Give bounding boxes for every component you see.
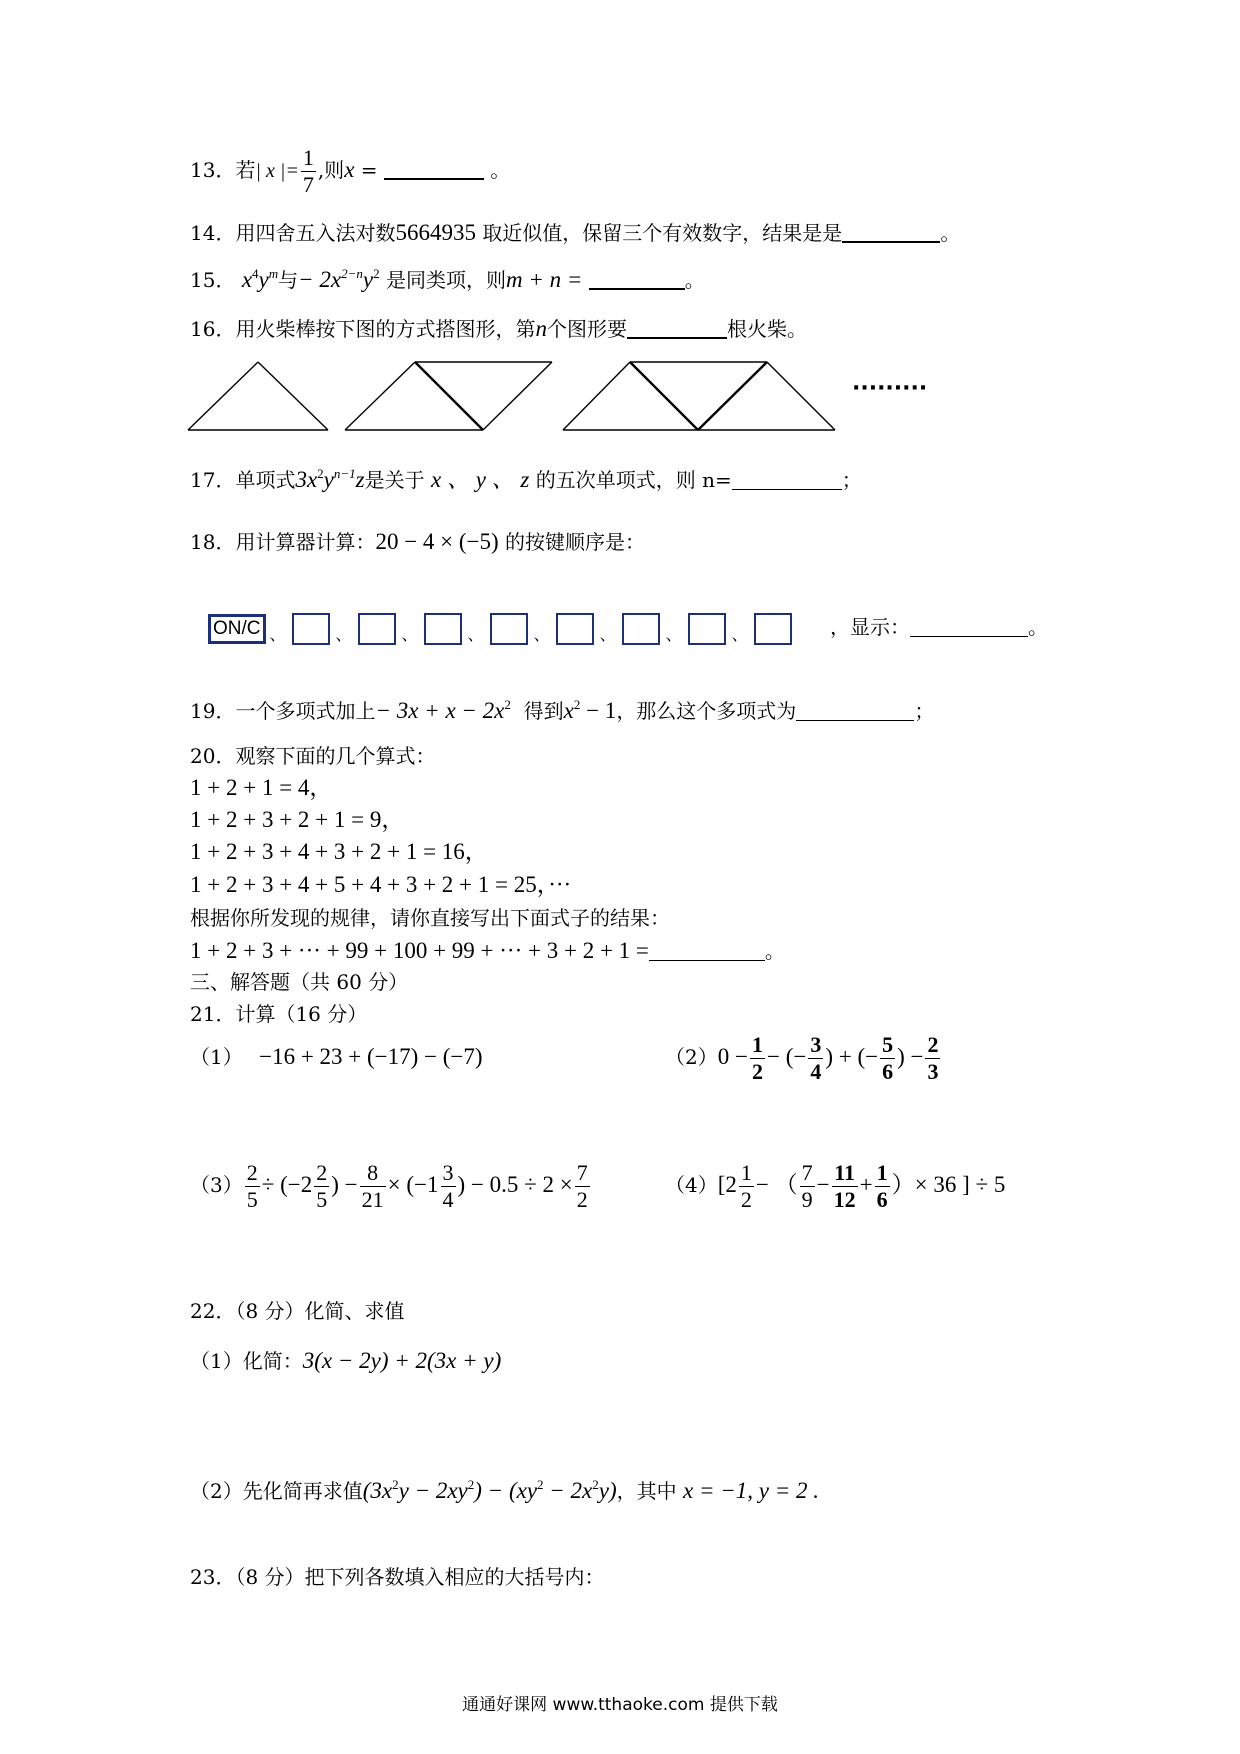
- q19-text3: ，那么这个多项式为: [616, 699, 797, 723]
- q21-p4-d: +: [859, 1172, 873, 1197]
- q18-end: 。: [1027, 615, 1048, 639]
- q21-p3-c: × (−1: [387, 1172, 439, 1197]
- q21-p4-label: （4）: [665, 1173, 718, 1197]
- q16-text3: 根火柴。: [726, 317, 807, 341]
- on-c-key: ON/C: [208, 614, 266, 644]
- frac-den: 2: [576, 1187, 588, 1212]
- frac-num: 2: [316, 1160, 328, 1185]
- q21-p1-label: （1）: [190, 1045, 243, 1069]
- frac-den: 12: [833, 1187, 856, 1212]
- key-sep: 、: [335, 625, 352, 644]
- q22-p1-label: （1）化简：: [190, 1349, 303, 1373]
- q17-text2: 是关于: [364, 468, 425, 492]
- frac-num: 3: [810, 1032, 822, 1057]
- key-box-4[interactable]: [490, 613, 528, 645]
- q21-p2-frac3: [880, 1034, 895, 1083]
- frac-num: 2: [927, 1032, 939, 1057]
- q13-end: 。: [483, 158, 511, 182]
- q15-term4: y: [362, 267, 374, 292]
- question-21-title: 21．计算（16 分）: [190, 1002, 368, 1026]
- frac-num: 1: [740, 1160, 752, 1185]
- q21-p2-a: 0 −: [717, 1044, 748, 1069]
- q18-text2: 的按键顺序是：: [505, 530, 646, 554]
- q21-p2-d: ) −: [897, 1044, 924, 1069]
- q21-p2-b: − (−: [766, 1044, 807, 1069]
- q21-p3-label: （3）: [190, 1173, 243, 1197]
- q22-p2-e2: 2: [467, 1477, 475, 1492]
- q20-final: [190, 937, 785, 965]
- figure-2: [345, 362, 552, 430]
- q21-p3-a: ÷ (−2: [261, 1172, 313, 1197]
- q21-p3-frac3: [360, 1162, 386, 1211]
- q17-text: 17．单项式: [190, 468, 296, 492]
- question-19: [190, 697, 934, 725]
- q17-mono-exp1: 2: [317, 466, 324, 481]
- q20-rule: 根据你所发现的规律，请你直接写出下面式子的结果：: [190, 906, 670, 930]
- frac-den: 2: [740, 1187, 752, 1212]
- q16-text: 16．用火柴棒按下图的方式搭图形，第: [190, 317, 536, 341]
- question-15: [190, 266, 705, 294]
- q20-line-2: 1 + 2 + 3 + 2 + 1 = 9，: [190, 807, 405, 832]
- q21-p2-c: ) + (−: [825, 1044, 879, 1069]
- key-box-8[interactable]: [754, 613, 792, 645]
- q15-term2: y: [258, 267, 269, 292]
- q21-p4-a: [2: [717, 1172, 737, 1197]
- q21-p1-expr: −16 + 23 + (−17) − (−7): [259, 1044, 483, 1069]
- frac-den: 4: [810, 1059, 822, 1084]
- q17-text3: 的五次单项式，则 n=: [535, 468, 732, 492]
- question-14: [190, 219, 960, 247]
- q22-p2-c: ) − (xy: [474, 1478, 538, 1503]
- q22-part-1: [190, 1347, 501, 1375]
- q13-abs-expr: | x |=: [255, 160, 299, 182]
- q18-expr: 20 − 4 × (−5): [375, 529, 499, 554]
- q15-answer-blank[interactable]: [589, 268, 685, 290]
- q21-p2-frac2: [808, 1034, 823, 1083]
- q21-p4-frac4: [875, 1162, 890, 1211]
- q21-p3-d: ) − 0.5 ÷ 2 ×: [457, 1172, 573, 1197]
- q13-frac-den: 7: [302, 172, 314, 197]
- q13-frac-num: 1: [302, 145, 314, 170]
- q19-expr2: x: [563, 698, 574, 723]
- q22-p2-e1: 2: [392, 1477, 399, 1492]
- frac-num: 3: [442, 1160, 454, 1185]
- frac-num: 5: [882, 1032, 894, 1057]
- q22-p2-d: − 2x: [543, 1478, 593, 1503]
- key-box-2[interactable]: [358, 613, 396, 645]
- q17-mono: 3x: [295, 467, 318, 492]
- q14-number: 5664935: [395, 220, 476, 245]
- q21-p2-frac1: [750, 1034, 765, 1083]
- q14-text: 14．用四舍五入法对数: [190, 221, 396, 245]
- key-sep: 、: [533, 625, 550, 644]
- q14-text2: 取近似值，保留三个有效数字，结果是是: [482, 221, 843, 245]
- question-22-title: 22．（8 分）化简、求值: [190, 1299, 405, 1323]
- q22-p2-cond-text: ，其中: [616, 1479, 677, 1503]
- q18-key-sequence: [208, 610, 1048, 652]
- q13-text: 若: [235, 158, 256, 182]
- q15-term1: x: [241, 267, 253, 292]
- q13-eq: =: [354, 158, 384, 182]
- q22-p2-e3: 2: [537, 1477, 544, 1492]
- q21-p4-frac1: [739, 1162, 754, 1211]
- frac-num: 1: [751, 1032, 763, 1057]
- q20-answer-blank[interactable]: [649, 940, 765, 961]
- q21-p3-b: ) −: [331, 1172, 358, 1197]
- q21-p2-frac4: [925, 1034, 940, 1083]
- q19-expr2b: − 1: [580, 698, 617, 723]
- q22-p2-f: y): [598, 1478, 617, 1503]
- q22-p2-label: （2）先化简再求值: [190, 1479, 363, 1503]
- q18-text: 18．用计算器计算：: [190, 530, 376, 554]
- figure-1: [188, 362, 328, 430]
- q17-end: ；: [841, 468, 862, 492]
- q13-answer-blank[interactable]: [384, 158, 484, 180]
- question-16: [190, 315, 807, 343]
- q15-number: 15．: [190, 268, 236, 292]
- q21-p4-frac2: [800, 1162, 815, 1211]
- frac-den: 6: [882, 1059, 894, 1084]
- q20-line-1: 1 + 2 + 1 = 4，: [190, 775, 333, 800]
- q15-term3-exp: 2−n: [341, 266, 363, 281]
- q19-expr1: − 3x + x − 2x: [375, 698, 505, 723]
- q13-number: 13．: [190, 158, 236, 182]
- q16-var: n: [535, 316, 547, 341]
- q15-end: 。: [684, 268, 705, 292]
- q22-part-2: [190, 1477, 819, 1505]
- q19-exp2: 2: [573, 697, 581, 712]
- q19-text2: 得到: [523, 699, 564, 723]
- q15-text: 是同类项，则: [385, 268, 506, 292]
- q21-part-4: [665, 1158, 1005, 1212]
- key-box-3[interactable]: [424, 613, 462, 645]
- q21-p3-frac4: [441, 1162, 456, 1211]
- q16-answer-blank[interactable]: [627, 317, 727, 339]
- q21-p4-b: − （: [755, 1172, 798, 1197]
- key-box-1[interactable]: [292, 613, 330, 645]
- q17-mono-exp2: n−1: [333, 466, 356, 481]
- q17-mono-z: z: [355, 467, 365, 492]
- q20-line-3: 1 + 2 + 3 + 4 + 3 + 2 + 1 = 16，: [190, 839, 488, 864]
- key-sep: 、: [401, 625, 418, 644]
- question-17: [190, 466, 862, 494]
- q15-term3: − 2x: [298, 267, 342, 292]
- q21-p4-e: ）× 36 ] ÷ 5: [891, 1172, 1006, 1197]
- q21-p4-frac3: [832, 1162, 858, 1211]
- q21-p3-frac2: [314, 1162, 329, 1211]
- q21-p3-frac5: [575, 1162, 590, 1211]
- section-3-heading: 三、解答题（共 60 分）: [190, 970, 409, 994]
- q15-expr: m + n =: [505, 267, 583, 292]
- q17-mono-y: y: [323, 467, 334, 492]
- key-box-6[interactable]: [622, 613, 660, 645]
- q13-fraction: [301, 147, 316, 196]
- frac-num: 7: [576, 1160, 588, 1185]
- q14-answer-blank[interactable]: [842, 221, 940, 243]
- matchstick-figures: [180, 340, 960, 440]
- q13-var: x: [344, 157, 355, 182]
- question-18: [190, 528, 645, 556]
- frac-num: 7: [801, 1160, 813, 1185]
- frac-den: 6: [876, 1187, 888, 1212]
- frac-num: 1: [876, 1160, 888, 1185]
- key-sep: 、: [665, 625, 682, 644]
- q20-final-expr: 1 + 2 + 3 + ··· + 99 + 100 + 99 + ··· + 3 + 2 + 1 =: [190, 938, 649, 963]
- q21-part-2: [665, 1030, 942, 1084]
- q21-p2-label: （2）: [665, 1045, 718, 1069]
- key-sep: 、: [731, 625, 748, 644]
- frac-den: 5: [246, 1187, 258, 1212]
- frac-den: 5: [316, 1187, 328, 1212]
- q18-display-label: ，显示：: [829, 615, 910, 639]
- key-box-7[interactable]: [688, 613, 726, 645]
- frac-den: 21: [361, 1187, 384, 1212]
- q15-term4-exp: 2: [373, 266, 380, 281]
- frac-den: 4: [442, 1187, 454, 1212]
- q22-p1-expr: 3(x − 2y) + 2(3x + y): [302, 1348, 502, 1373]
- key-sep: 、: [467, 625, 484, 644]
- q22-p2-a: (3x: [362, 1478, 393, 1503]
- q17-vars: x 、 y 、 z: [430, 467, 530, 492]
- q22-p2-e4: 2: [592, 1477, 599, 1492]
- frac-den: 3: [927, 1059, 939, 1084]
- q21-part-3: [190, 1158, 592, 1212]
- q16-text2: 个图形要: [546, 317, 627, 341]
- q20-line-4: 1 + 2 + 3 + 4 + 5 + 4 + 3 + 2 + 1 = 25，···: [190, 872, 572, 897]
- q20-end: 。: [764, 939, 785, 963]
- frac-den: 2: [751, 1059, 763, 1084]
- frac-num: 2: [246, 1160, 258, 1185]
- page-footer: 通通好课网 www.tthaoke.com 提供下载: [462, 1695, 778, 1715]
- question-13: [190, 147, 510, 196]
- q21-part-1: [190, 1043, 483, 1071]
- continuation-dots: ·········: [852, 376, 928, 401]
- q15-mid: 与: [278, 268, 299, 292]
- key-box-5[interactable]: [556, 613, 594, 645]
- q19-answer-blank[interactable]: [796, 700, 914, 721]
- q21-p4-c: −: [816, 1172, 830, 1197]
- q21-p3-frac1: [245, 1162, 260, 1211]
- question-23-title: 23．（8 分）把下列各数填入相应的大括号内：: [190, 1565, 605, 1589]
- question-20-intro: 20．观察下面的几个算式：: [190, 744, 436, 768]
- q17-answer-blank[interactable]: [732, 469, 842, 490]
- q19-end: ；: [914, 699, 935, 723]
- q15-term2-exp: m: [268, 266, 279, 281]
- key-sep: 、: [269, 625, 286, 644]
- q19-exp1: 2: [504, 697, 511, 712]
- frac-num: 11: [832, 1162, 858, 1187]
- q22-p2-cond: x = −1, y = 2 .: [683, 1478, 819, 1503]
- q14-end: 。: [940, 221, 961, 245]
- q18-display-blank[interactable]: [910, 616, 1028, 637]
- q15-term1-exp: 4: [252, 266, 259, 281]
- key-sep: 、: [599, 625, 616, 644]
- q13-text2: ,则: [317, 158, 345, 182]
- q22-p2-b: y − 2xy: [398, 1478, 468, 1503]
- figure-3: [563, 362, 835, 430]
- frac-den: 9: [801, 1187, 813, 1212]
- frac-num: 8: [360, 1162, 386, 1187]
- q19-text: 19．一个多项式加上: [190, 699, 376, 723]
